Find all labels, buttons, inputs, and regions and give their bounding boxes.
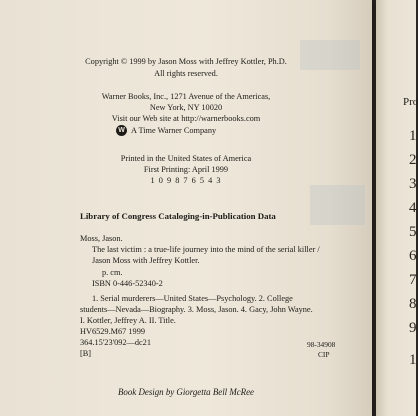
show-through-shade	[300, 40, 360, 70]
printed-in: Printed in the United States of America	[120, 154, 252, 163]
facing-number: 1	[409, 352, 417, 368]
cip-line: I. Kottler, Jeffrey A. II. Title.	[80, 316, 176, 325]
lccn-number: 98-34908	[307, 340, 336, 349]
publisher-website: Visit our Web site at http://warnerbooks.com	[111, 114, 261, 123]
facing-page	[376, 0, 416, 416]
design-credit: Book Design by Giorgetta Bell McRee	[118, 387, 254, 397]
publisher-city: New York, NY 10020	[149, 103, 223, 112]
cip-label: CIP	[318, 350, 330, 359]
first-printing: First Printing: April 1999	[143, 165, 229, 174]
facing-number: 8	[409, 296, 417, 312]
time-warner-logo-icon: W	[116, 125, 127, 136]
cip-line: ISBN 0-446-52340-2	[92, 279, 163, 288]
cip-line: Jason Moss with Jeffrey Kottler.	[92, 256, 200, 265]
cip-line: 364.15'23'092—dc21	[80, 338, 151, 347]
cip-line: HV6529.M67 1999	[80, 327, 145, 336]
facing-number: 9	[409, 320, 417, 336]
cip-line: students—Nevada—Biography. 3. Moss, Jason. 4. Gacy, John Wayne.	[80, 305, 313, 314]
facing-number: 5	[409, 224, 417, 240]
facing-number: 7	[409, 272, 417, 288]
cip-line: The last victim : a true-life journey into the mind of the serial killer /	[92, 245, 320, 254]
cip-line: p. cm.	[102, 268, 123, 277]
rights-reserved: All rights reserved.	[154, 69, 218, 78]
publisher-address: Warner Books, Inc., 1271 Avenue of the Americas,	[101, 92, 271, 101]
cip-heading: Library of Congress Cataloging-in-Publication Data	[80, 211, 276, 221]
cip-line: Moss, Jason.	[80, 234, 123, 243]
show-through-shade	[310, 185, 365, 225]
cip-line: 1. Serial murderers—United States—Psychology. 2. College	[92, 294, 293, 303]
facing-heading: Pro	[403, 96, 418, 108]
facing-number: 4	[409, 200, 417, 216]
cip-line: [B]	[80, 349, 92, 358]
facing-number: 3	[409, 176, 417, 192]
facing-number: 6	[409, 248, 417, 264]
facing-number: 1	[409, 128, 417, 144]
publisher-company: A Time Warner Company	[131, 126, 217, 135]
printing-numbers: 1 0 9 8 7 6 5 4 3	[150, 176, 222, 185]
copyright-line: Copyright © 1999 by Jason Moss with Jeffrey Kottler, Ph.D.	[85, 57, 287, 66]
facing-number: 2	[409, 152, 417, 168]
